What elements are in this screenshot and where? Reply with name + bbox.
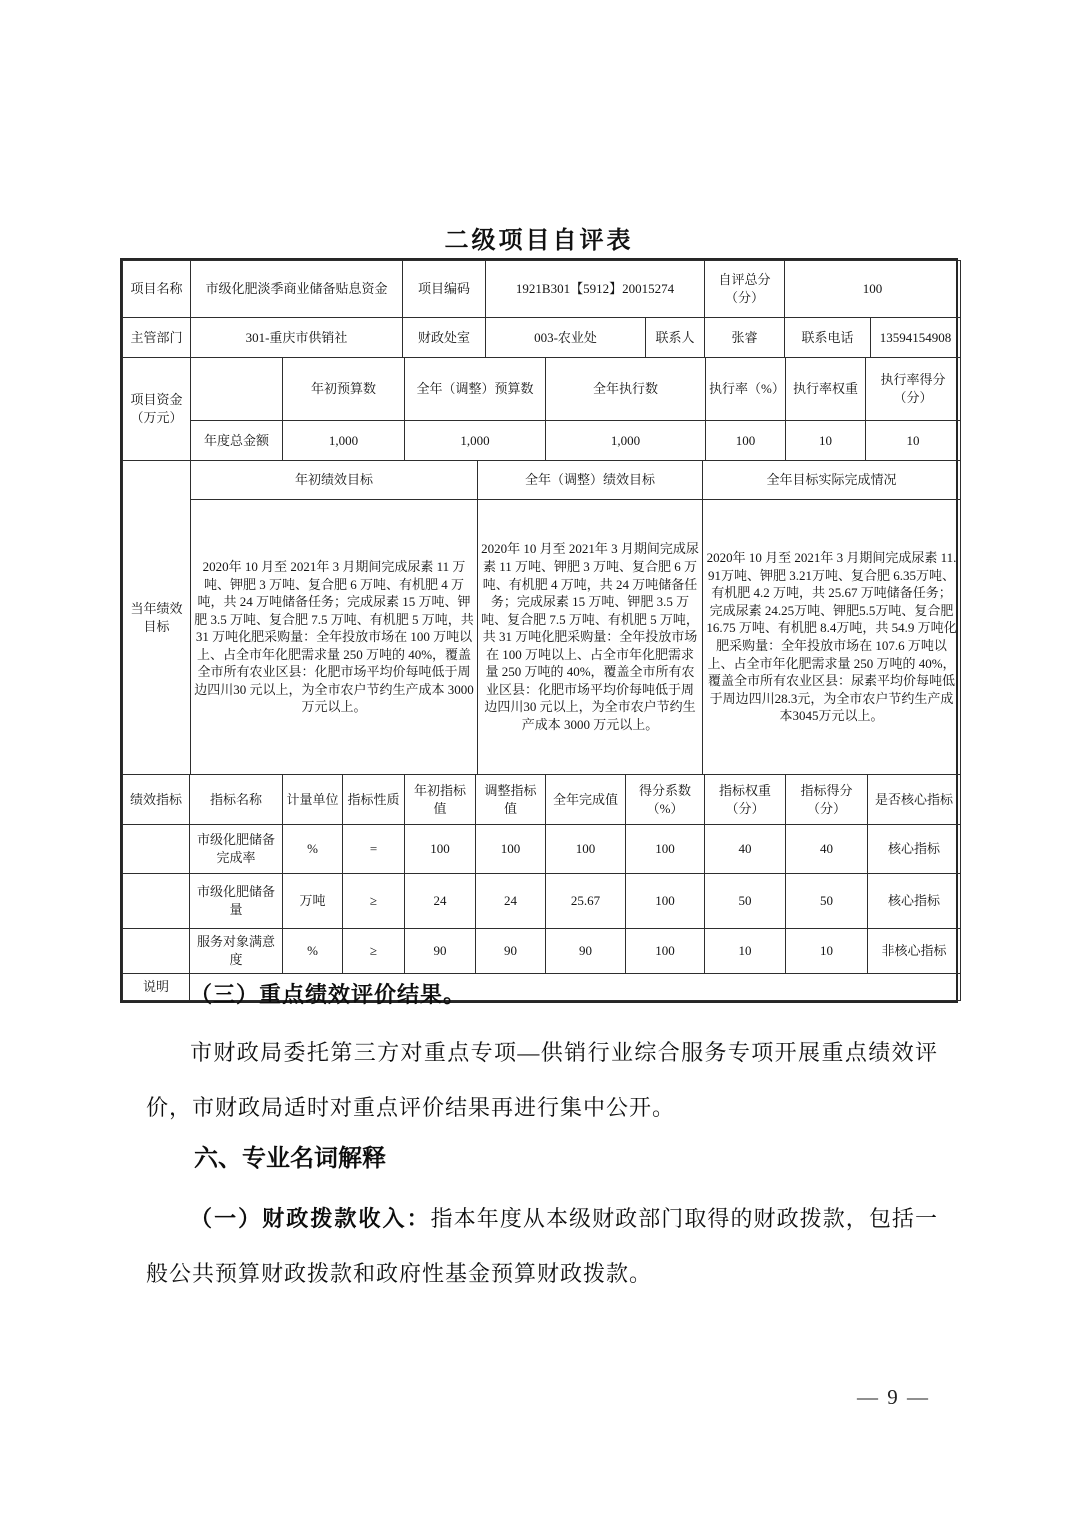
table-row — [123, 929, 961, 974]
indicator-score: 50 — [786, 874, 868, 929]
funds-adjusted-budget: 1,000 — [405, 421, 546, 461]
goals-text-adjusted: 2020年 10 月至 2021年 3 月期间完成尿素 11 万吨、钾肥 3 万吨、复合肥 6 万吨、有机肥 4 万吨，共 24 万吨储备任务；完成尿素 15 万吨、钾肥 3.5 万吨、复合肥 7.5 万吨、有机肥 5 万吨，共 31 万吨化肥采购量：全年投放市场在 100 万吨以上、占全市年化肥需求量 250 万吨的 40%，覆盖全市所有农业区县：化肥市场平均价每吨低于周边四川30 元以上，为全市农户节约生产成本 3000 万元以上。 — [478, 500, 703, 775]
indicator-adjusted-value: 24 — [476, 874, 546, 929]
indicator-core-flag: 核心指标 — [868, 874, 961, 929]
indicator-header-score-coefficient: 得分系数（%） — [626, 775, 705, 825]
empty-cell — [191, 358, 283, 421]
table-row — [123, 874, 961, 929]
funds-header-adjusted-budget: 全年（调整）预算数 — [405, 358, 546, 421]
indicator-initial-value: 24 — [405, 874, 476, 929]
term-paragraph — [146, 1191, 938, 1301]
goals-text-actual: 2020年 10 月至 2021年 3 月期间完成尿素 11.91万吨、钾肥 3.21万吨、复合肥 6.35万吨、有机肥 4.2 万吨，共 25.67 万吨储备任务；完成尿素 24.25万吨、钾肥5.5万吨、复合肥 16.75 万吨、有机肥 8.4万吨，共 54.9 万吨化肥采购量：全年投放市场在 107.6 万吨以上、占全市年化肥需求量 250 万吨的 40%，覆盖全市所有农业区县：尿素平均价每吨低于周边四川28.3元，为全市农户节约生产成本3045万元以上。 — [703, 500, 961, 775]
page-number: — 9 — — [857, 1385, 930, 1409]
indicator-header-initial-value: 年初指标值 — [405, 775, 476, 825]
funds-exec-weight: 10 — [786, 421, 866, 461]
funds-header-initial-budget: 年初预算数 — [283, 358, 405, 421]
body-text — [146, 975, 938, 1301]
term-label: （一）财政拨款收入： — [190, 1206, 431, 1231]
funds-header-exec-weight: 执行率权重 — [786, 358, 866, 421]
indicator-header-nature: 指标性质 — [343, 775, 405, 825]
indicator-weight: 40 — [705, 825, 786, 874]
goals-header-actual: 全年目标实际完成情况 — [703, 461, 961, 500]
indicator-unit: % — [283, 929, 343, 974]
indicator-score: 10 — [786, 929, 868, 974]
indicator-adjusted-value: 100 — [476, 825, 546, 874]
indicator-score-coefficient: 100 — [626, 825, 705, 874]
dept-value: 301-重庆市供销社 — [191, 318, 403, 358]
funds-header-exec-score: 执行率得分（分） — [866, 358, 961, 421]
indicators-label: 绩效指标 — [123, 775, 190, 825]
indicator-name: 服务对象满意度 — [190, 929, 283, 974]
indicator-name: 市级化肥储备完成率 — [190, 825, 283, 874]
indicator-nature: = — [343, 825, 405, 874]
self-score-value: 100 — [785, 261, 961, 318]
note-label: 说明 — [123, 974, 190, 1001]
goals-header-adjusted: 全年（调整）绩效目标 — [478, 461, 703, 500]
empty-cell — [123, 825, 190, 874]
performance-indicators-section — [122, 774, 961, 1001]
goals-text-initial: 2020年 10 月至 2021年 3 月期间完成尿素 11 万吨、钾肥 3 万吨、复合肥 6 万吨、有机肥 4 万吨，共 24 万吨储备任务；完成尿素 15 万吨、钾肥 3.5 万吨、复合肥 7.5 万吨、有机肥 5 万吨，共 31 万吨化肥采购量：全年投放市场在 100 万吨以上、占全市年化肥需求量 250 万吨的 40%，覆盖全市所有农业区县：化肥市场平均价每吨低于周边四川30 元以上，为全市农户节约生产成本 3000 万元以上。 — [191, 500, 478, 775]
indicator-unit: % — [283, 825, 343, 874]
office-label: 财政处室 — [403, 318, 486, 358]
section3-heading: （三）重点绩效评价结果。 — [190, 982, 467, 1007]
indicator-header-completed-value: 全年完成值 — [546, 775, 626, 825]
project-code-value: 1921B301【5912】20015274 — [486, 261, 705, 318]
funds-initial-budget: 1,000 — [283, 421, 405, 461]
phone-label: 联系电话 — [785, 318, 871, 358]
indicator-weight: 50 — [705, 874, 786, 929]
indicator-adjusted-value: 90 — [476, 929, 546, 974]
project-info-section — [122, 260, 961, 358]
funds-executed: 1,000 — [546, 421, 706, 461]
indicator-completed-value: 90 — [546, 929, 626, 974]
indicator-header-score: 指标得分（分） — [786, 775, 868, 825]
empty-cell — [123, 874, 190, 929]
goals-header-initial: 年初绩效目标 — [191, 461, 478, 500]
indicator-completed-value: 25.67 — [546, 874, 626, 929]
indicator-header-adjusted-value: 调整指标值 — [476, 775, 546, 825]
indicator-core-flag: 非核心指标 — [868, 929, 961, 974]
indicator-header-weight: 指标权重（分） — [705, 775, 786, 825]
paragraph-evaluation: 市财政局委托第三方对重点专项—供销行业综合服务专项开展重点绩效评价，市财政局适时对重点评价结果再进行集中公开。 — [146, 1040, 938, 1120]
indicator-unit: 万吨 — [283, 874, 343, 929]
section6-heading: 六、专业名词解释 — [194, 1145, 386, 1172]
indicator-completed-value: 100 — [546, 825, 626, 874]
performance-goals-section — [122, 460, 961, 775]
indicator-initial-value: 90 — [405, 929, 476, 974]
indicator-initial-value: 100 — [405, 825, 476, 874]
table-title: 二级项目自评表 — [444, 228, 634, 254]
project-code-label: 项目编码 — [403, 261, 486, 318]
indicator-score-coefficient: 100 — [626, 874, 705, 929]
indicator-nature: ≥ — [343, 874, 405, 929]
office-value: 003-农业处 — [486, 318, 646, 358]
project-name-value: 市级化肥淡季商业储备贴息资金 — [191, 261, 403, 318]
indicator-weight: 10 — [705, 929, 786, 974]
indicator-header-name: 指标名称 — [190, 775, 283, 825]
goals-label: 当年绩效目标 — [123, 461, 191, 775]
indicator-header-unit: 计量单位 — [283, 775, 343, 825]
term-text: 指本年度从本级财政部门取得的财政拨款，包括一般公共预算财政拨款和政府性基金预算财政拨款。 — [146, 1206, 938, 1286]
project-funds-section — [122, 357, 961, 461]
funds-header-exec-rate: 执行率（%） — [706, 358, 786, 421]
self-evaluation-table — [120, 258, 958, 1003]
dept-label: 主管部门 — [123, 318, 191, 358]
contact-label: 联系人 — [646, 318, 705, 358]
empty-cell — [123, 929, 190, 974]
funds-row-label: 年度总金额 — [191, 421, 283, 461]
funds-exec-score: 10 — [866, 421, 961, 461]
funds-exec-rate: 100 — [706, 421, 786, 461]
funds-header-executed: 全年执行数 — [546, 358, 706, 421]
indicator-score: 40 — [786, 825, 868, 874]
phone-value: 13594154908 — [871, 318, 961, 358]
funds-label: 项目资金（万元） — [123, 358, 191, 461]
self-score-label: 自评总分（分） — [705, 261, 785, 318]
indicator-name: 市级化肥储备量 — [190, 874, 283, 929]
indicator-core-flag: 核心指标 — [868, 825, 961, 874]
contact-value: 张睿 — [705, 318, 785, 358]
table-row — [123, 825, 961, 874]
indicator-score-coefficient: 100 — [626, 929, 705, 974]
project-name-label: 项目名称 — [123, 261, 191, 318]
indicator-header-core: 是否核心指标 — [868, 775, 961, 825]
indicator-nature: ≥ — [343, 929, 405, 974]
